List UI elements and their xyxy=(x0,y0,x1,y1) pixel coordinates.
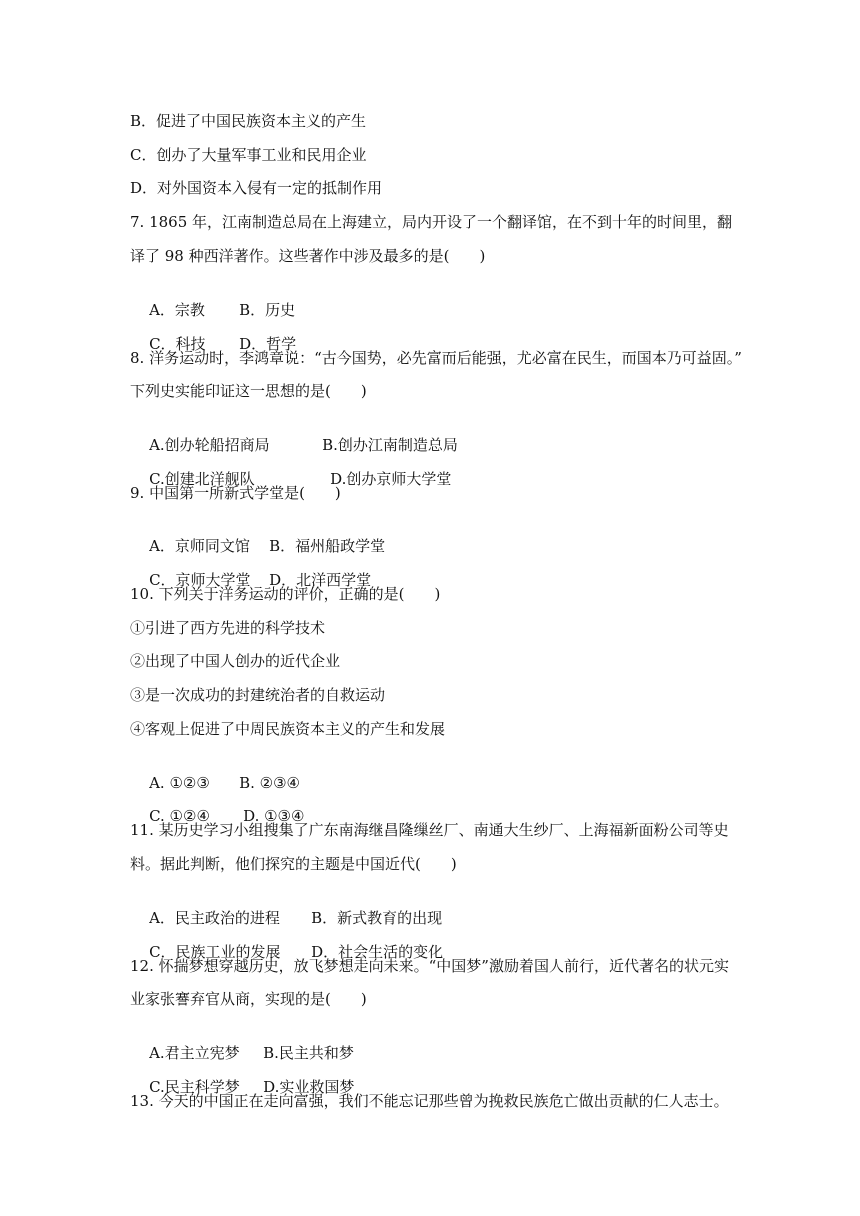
q7-stem-line2: 译了 98 种西洋著作。这些著作中涉及最多的是( ) xyxy=(130,247,486,265)
q8-stem-line2: 下列史实能印证这一思想的是( ) xyxy=(130,382,367,400)
q7-stem-line1: 7. 1865 年，江南制造总局在上海建立，局内开设了一个翻译馆，在不到十年的时间里，翻 xyxy=(130,213,733,231)
q6-option-b: B．促进了中国民族资本主义的产生 xyxy=(130,112,367,130)
q11-option-c: C．民族工业的发展 xyxy=(149,943,281,961)
q10-option-d: D. ①③④ xyxy=(243,807,305,825)
q10-option-a: A. ①②③ xyxy=(149,774,210,792)
q6-option-d: D．对外国资本入侵有一定的抵制作用 xyxy=(130,179,383,197)
q8-option-a: A.创办轮船招商局 xyxy=(149,436,270,454)
q11-option-a: A．民主政治的进程 xyxy=(149,909,280,927)
q9-option-c: C．京师大学堂 xyxy=(149,571,251,589)
q11-option-d: D．社会生活的变化 xyxy=(311,943,444,961)
q7-option-b: B．历史 xyxy=(239,301,296,319)
q11-option-b: B．新式教育的出现 xyxy=(311,909,443,927)
q12-stem-line2: 业家张謇弃官从商，实现的是( ) xyxy=(130,990,367,1008)
q11-stem-line2: 料。据此判断，他们探究的主题是中国近代( ) xyxy=(130,855,457,873)
q9-option-d: D．北洋西学堂 xyxy=(269,571,372,589)
q10-statement-1: ①引进了西方先进的科学技术 xyxy=(130,619,326,637)
q12-option-b: B.民主共和梦 xyxy=(263,1044,354,1062)
q10-statement-2: ②出现了中国人创办的近代企业 xyxy=(130,652,341,670)
q12-stem-line1: 12. 怀揣梦想穿越历史，放飞梦想走向未来。“中国梦”激励着国人前行，近代著名的状元实 xyxy=(130,957,729,975)
q12-option-c: C.民主科学梦 xyxy=(149,1078,240,1096)
q9-option-a: A．京师同文馆 xyxy=(149,537,250,555)
q13-stem-line1: 13. 今天的中国正在走向富强，我们不能忘记那些曾为挽救民族危亡做出贡献的仁人志士。 xyxy=(130,1092,729,1110)
q8-option-b: B.创办江南制造总局 xyxy=(322,436,458,454)
q10-option-c: C. ①②④ xyxy=(149,807,210,825)
q10-statement-4: ④客观上促进了中周民族资本主义的产生和发展 xyxy=(130,720,446,738)
q9-stem: 9. 中国第一所新式学堂是( ) xyxy=(130,484,341,502)
q6-option-c: C．创办了大量军事工业和民用企业 xyxy=(130,146,367,164)
q8-option-d: D.创办京师大学堂 xyxy=(330,470,452,488)
q7-option-d: D．哲学 xyxy=(239,335,297,353)
q9-option-b: B．福州船政学堂 xyxy=(269,537,386,555)
q11-stem-line1: 11. 某历史学习小组搜集了广东南海继昌隆缫丝厂、南通大生纱厂、上海福新面粉公司等史 xyxy=(130,821,729,839)
q10-option-b: B. ②③④ xyxy=(239,774,300,792)
q8-option-c: C.创建北洋舰队 xyxy=(149,470,255,488)
q10-statement-3: ③是一次成功的封建统治者的自救运动 xyxy=(130,686,386,704)
q7-option-a: A．宗教 xyxy=(149,301,205,319)
q12-option-a: A.君主立宪梦 xyxy=(149,1044,240,1062)
q7-option-c: C．科技 xyxy=(149,335,206,353)
q12-option-d: D.实业救国梦 xyxy=(263,1078,355,1096)
q8-stem-line1: 8. 洋务运动时，李鸿章说：“古今国势，必先富而后能强，尤必富在民生，而国本乃可益固。” xyxy=(130,349,742,367)
q10-stem: 10. 下列关于洋务运动的评价，正确的是( ) xyxy=(130,585,441,603)
